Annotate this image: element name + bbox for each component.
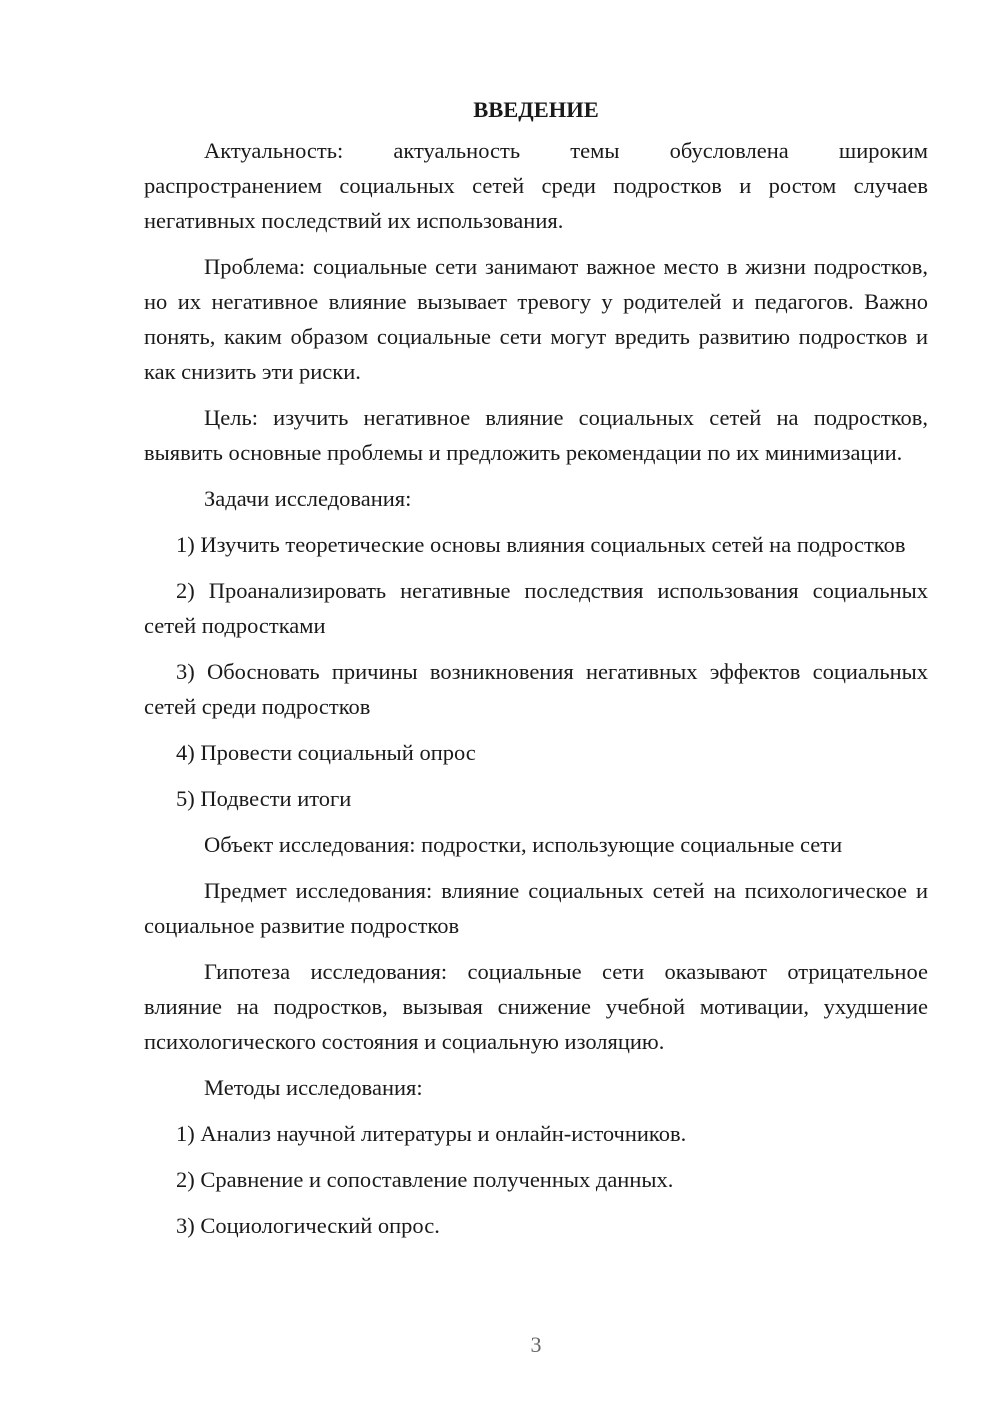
paragraph-hypothesis: Гипотеза исследования: социальные сети оказывают отрицательное влияние на подростков, вызывая снижение учебной мотивации, ухудшение психологического состояния и социальную изоляцию. <box>144 959 928 1054</box>
method-item-3: 3) Социологический опрос. <box>176 1213 440 1238</box>
method-item-2: 2) Сравнение и сопоставление полученных данных. <box>176 1167 674 1192</box>
paragraph-relevance: Актуальность: актуальность темы обусловлена широким распространением социальных сетей среди подростков и ростом случаев негативных последствий их использования. <box>144 138 928 233</box>
paragraph-problem: Проблема: социальные сети занимают важное место в жизни подростков, но их негативное влияние вызывает тревогу у родителей и педагогов. Важно понять, каким образом социальные сети могут вредить развитию подростков и как снизить эти риски. <box>144 254 928 384</box>
paragraph-goal: Цель: изучить негативное влияние социальных сетей на подростков, выявить основные проблемы и предложить рекомендации по их минимизации. <box>144 405 928 465</box>
task-item-4: 4) Провести социальный опрос <box>176 740 476 765</box>
task-item-1: 1) Изучить теоретические основы влияния социальных сетей на подростков <box>176 532 906 557</box>
method-item-1: 1) Анализ научной литературы и онлайн-источников. <box>176 1121 687 1146</box>
task-item-2: 2) Проанализировать негативные последствия использования социальных сетей подростками <box>144 578 928 638</box>
section-title: ВВЕДЕНИЕ <box>473 97 599 122</box>
paragraph-subject: Предмет исследования: влияние социальных сетей на психологическое и социальное развитие подростков <box>144 878 928 938</box>
tasks-heading: Задачи исследования: <box>204 486 412 511</box>
task-item-3: 3) Обосновать причины возникновения негативных эффектов социальных сетей среди подростков <box>144 659 928 719</box>
paragraph-object: Объект исследования: подростки, использующие социальные сети <box>204 832 843 857</box>
page-number: 3 <box>530 1332 542 1357</box>
document-page <box>144 92 928 1254</box>
task-item-5: 5) Подвести итоги <box>176 786 352 811</box>
methods-heading: Методы исследования: <box>204 1075 423 1100</box>
